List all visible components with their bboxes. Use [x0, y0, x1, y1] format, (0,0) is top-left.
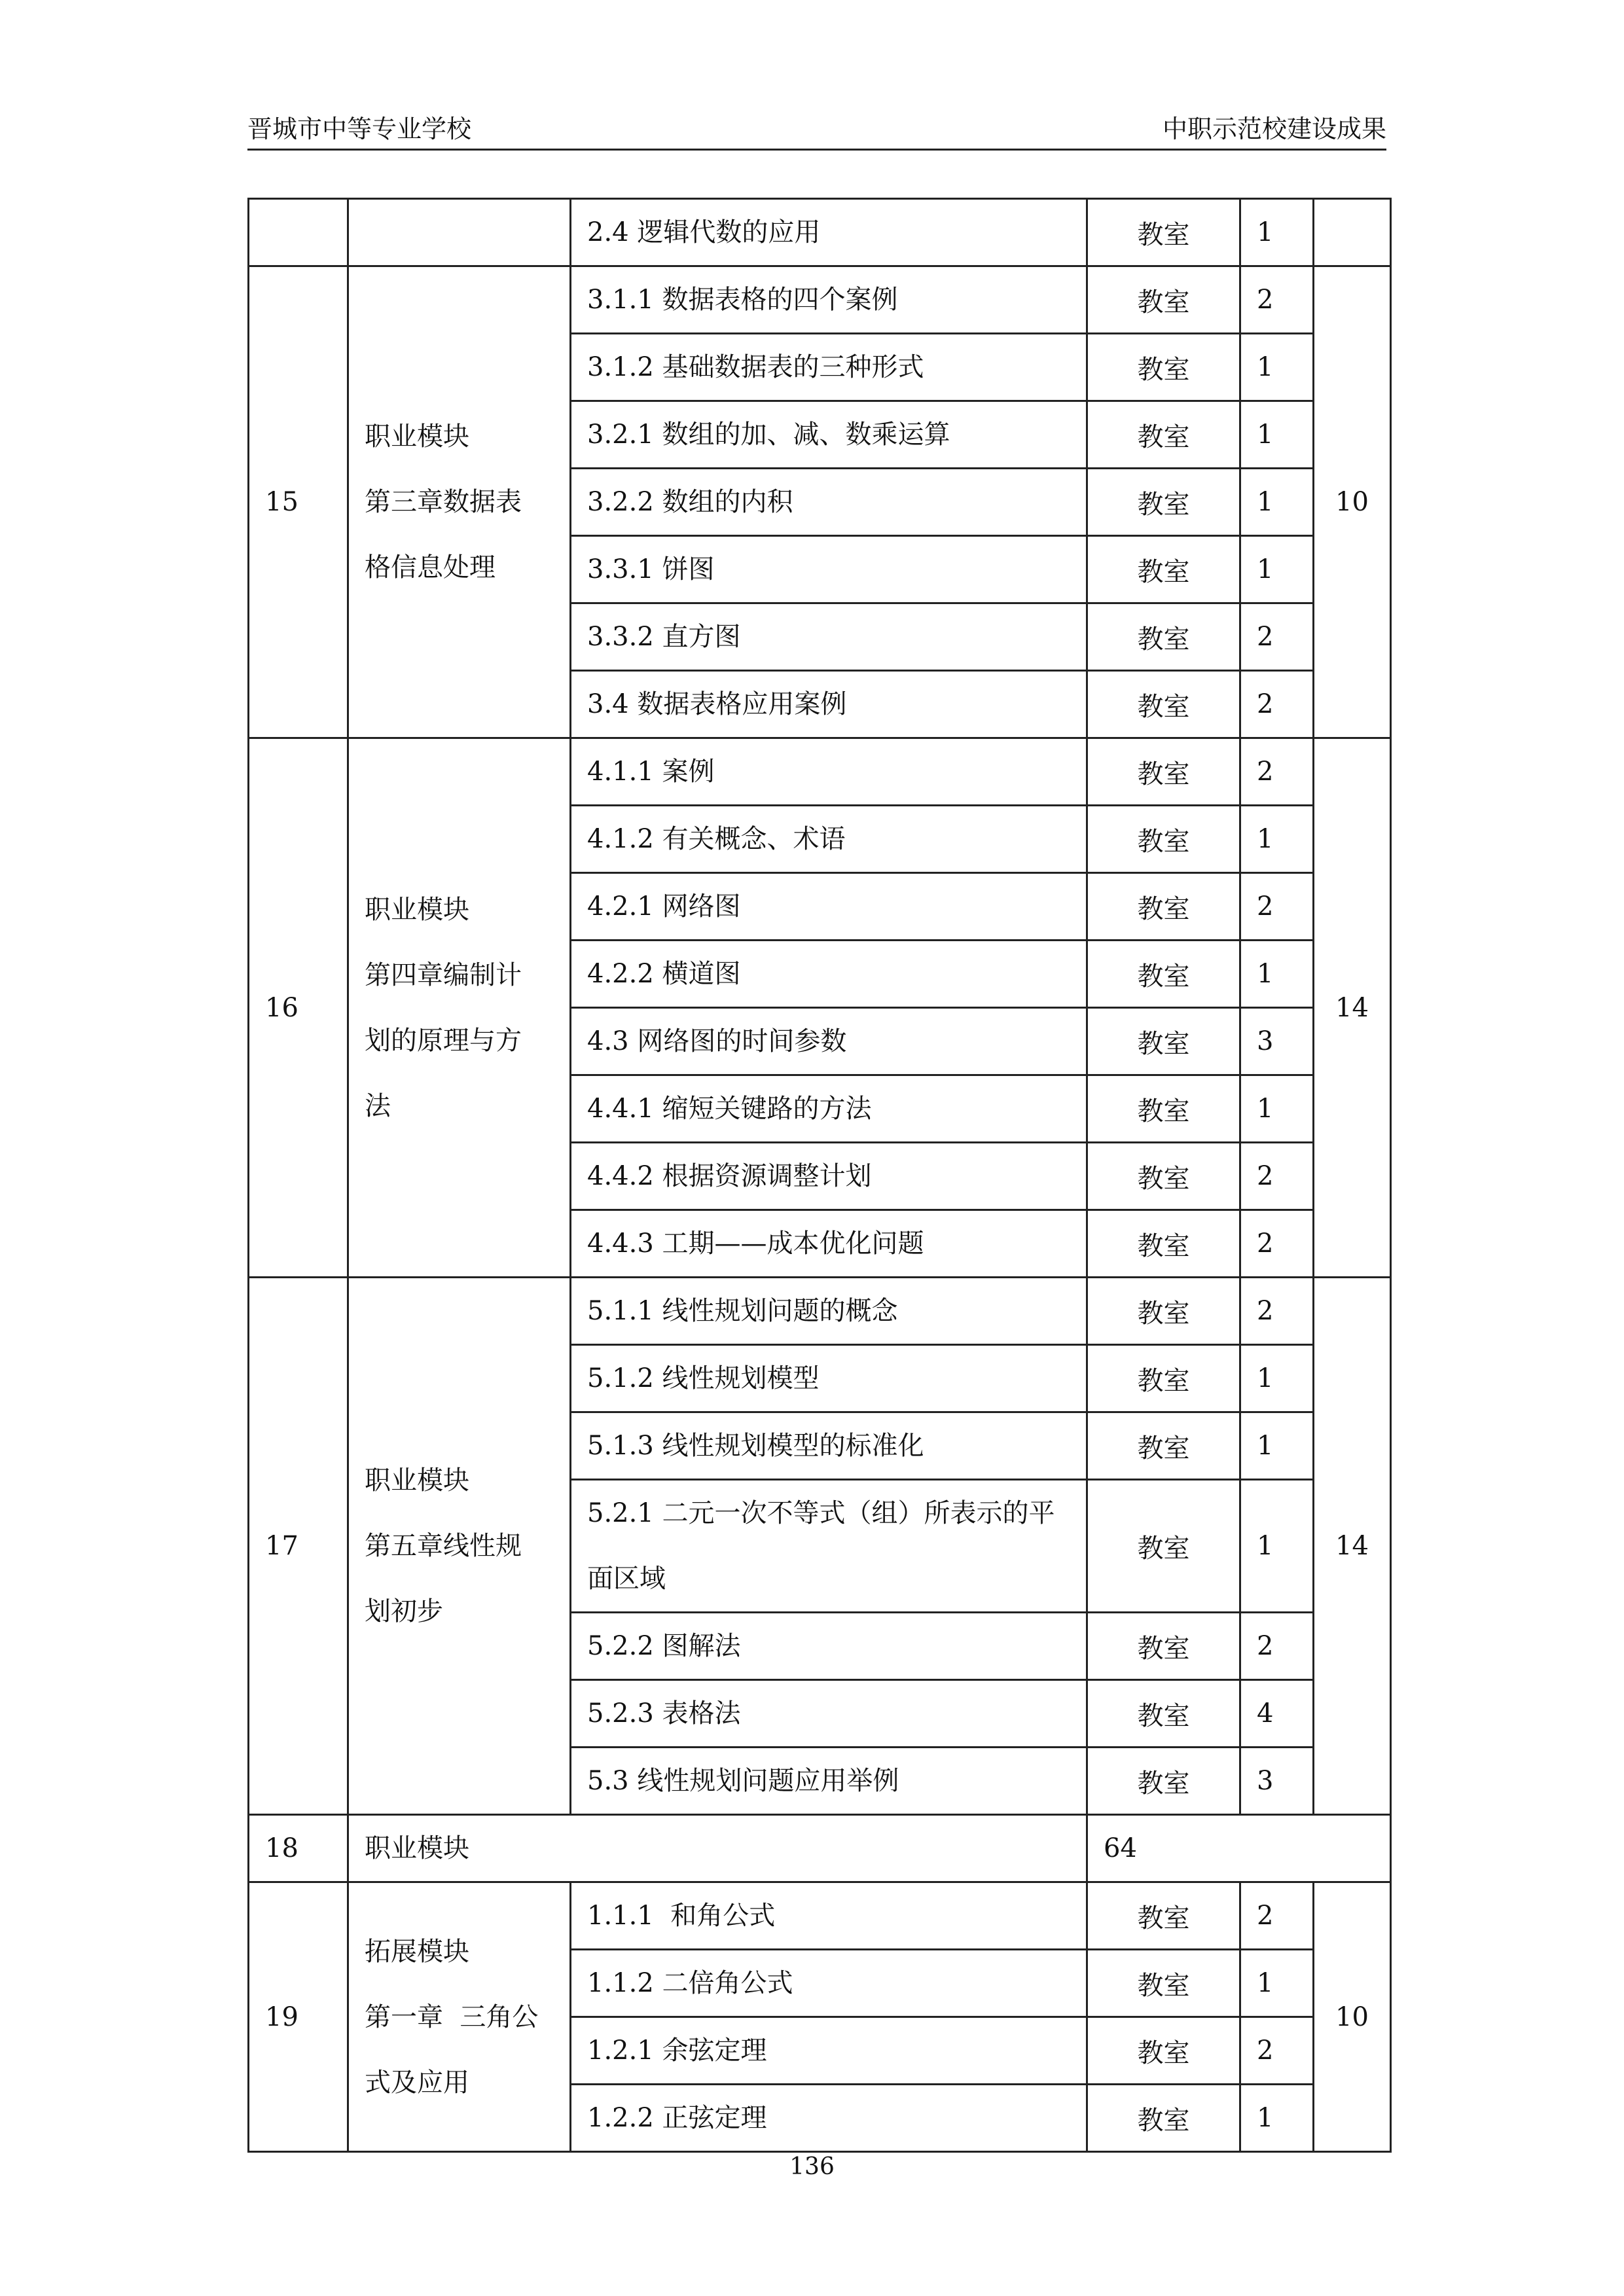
- module-line: 职业模块: [365, 1465, 469, 1496]
- section-cell: 3.2.2 数组的内积: [571, 469, 1087, 536]
- section-cell: 5.1.2 线性规划模型: [571, 1345, 1087, 1412]
- hours-cell: 1: [1240, 1950, 1314, 2017]
- hours-cell: 1: [1240, 536, 1314, 603]
- place-cell: 教室: [1087, 1008, 1240, 1075]
- hours-cell: 1: [1240, 1075, 1314, 1143]
- section-cell: 5.3 线性规划问题应用举例: [571, 1748, 1087, 1815]
- place-cell: 教室: [1087, 603, 1240, 671]
- section-cell: 4.4.3 工期——成本优化问题: [571, 1210, 1087, 1278]
- module-line: 职业模块: [365, 422, 469, 452]
- place-cell: 教室: [1087, 536, 1240, 603]
- place-cell: 教室: [1087, 1345, 1240, 1412]
- place-cell: 教室: [1087, 2017, 1240, 2085]
- section-cell: 3.4 数据表格应用案例: [571, 671, 1087, 738]
- module-cell: [348, 1882, 571, 2152]
- section-cell: 5.1.1 线性规划问题的概念: [571, 1278, 1087, 1345]
- hours-cell: 3: [1240, 1008, 1314, 1075]
- place-cell: 教室: [1087, 1950, 1240, 2017]
- hours-cell: 1: [1240, 806, 1314, 873]
- hours-cell: 2: [1240, 603, 1314, 671]
- hours-cell: 1: [1240, 469, 1314, 536]
- section-cell: 4.4.1 缩短关键路的方法: [571, 1075, 1087, 1143]
- module-line: 划初步: [365, 1596, 443, 1626]
- table-row: [249, 1278, 1391, 1345]
- module-line: 第五章线性规: [365, 1531, 522, 1561]
- section-cell: 1.2.2 正弦定理: [571, 2085, 1087, 2152]
- row-number-cell: 17: [249, 1278, 348, 1815]
- hours-cell: 1: [1240, 1480, 1314, 1613]
- place-cell: 教室: [1087, 873, 1240, 941]
- section-cell: 4.2.1 网络图: [571, 873, 1087, 941]
- module-line: 式及应用: [365, 2067, 469, 2098]
- section-cell: 1.1.1 和角公式: [571, 1882, 1087, 1950]
- place-cell: 教室: [1087, 941, 1240, 1008]
- section-cell: 5.2.3 表格法: [571, 1680, 1087, 1748]
- page-number: 136: [789, 2153, 835, 2180]
- place-cell: 教室: [1087, 266, 1240, 334]
- place-cell: 教室: [1087, 671, 1240, 738]
- total-cell: 10: [1314, 1882, 1391, 2152]
- section-cell: 4.2.2 横道图: [571, 941, 1087, 1008]
- place-cell: 教室: [1087, 469, 1240, 536]
- place-cell: 教室: [1087, 1278, 1240, 1345]
- hours-cell: 1: [1240, 401, 1314, 469]
- row-number-cell: 15: [249, 266, 348, 738]
- section-cell: 5.2.1 二元一次不等式（组）所表示的平面区域: [571, 1480, 1087, 1613]
- place-cell: 教室: [1087, 806, 1240, 873]
- module-line: 划的原理与方: [365, 1025, 522, 1056]
- section-cell: 1.2.1 余弦定理: [571, 2017, 1087, 2085]
- hours-cell: 1: [1240, 334, 1314, 401]
- place-cell: 教室: [1087, 199, 1240, 266]
- section-cell: 5.1.3 线性规划模型的标准化: [571, 1412, 1087, 1480]
- row-number-cell: [249, 199, 348, 266]
- course-schedule-table: [247, 198, 1392, 2153]
- page-header: [247, 115, 1386, 151]
- place-cell: 教室: [1087, 1143, 1240, 1210]
- table-row: [249, 738, 1391, 806]
- hours-cell: 2: [1240, 1278, 1314, 1345]
- place-cell: 教室: [1087, 1748, 1240, 1815]
- place-cell: 教室: [1087, 1613, 1240, 1680]
- hours-cell: 3: [1240, 1748, 1314, 1815]
- table-row: [249, 1815, 1391, 1882]
- place-cell: 教室: [1087, 2085, 1240, 2152]
- total-cell: 14: [1314, 1278, 1391, 1815]
- place-cell: 教室: [1087, 1075, 1240, 1143]
- section-cell: 3.3.1 饼图: [571, 536, 1087, 603]
- section-cell: 4.3 网络图的时间参数: [571, 1008, 1087, 1075]
- section-cell: 5.2.2 图解法: [571, 1613, 1087, 1680]
- hours-cell: 2: [1240, 1210, 1314, 1278]
- table-row: [249, 266, 1391, 334]
- module-line: 第四章编制计: [365, 960, 522, 990]
- hours-cell: 2: [1240, 1143, 1314, 1210]
- section-cell: 3.3.2 直方图: [571, 603, 1087, 671]
- hours-cell: 2: [1240, 266, 1314, 334]
- section-cell: 3.2.1 数组的加、减、数乘运算: [571, 401, 1087, 469]
- hours-cell: 2: [1240, 671, 1314, 738]
- hours-cell: 1: [1240, 1345, 1314, 1412]
- header-school-name: 晋城市中等专业学校: [247, 115, 472, 143]
- section-cell: 2.4 逻辑代数的应用: [571, 199, 1087, 266]
- module-line: 第一章 三角公: [365, 2001, 539, 2032]
- module-cell: [348, 266, 571, 738]
- header-title: 中职示范校建设成果: [1162, 115, 1386, 143]
- hours-cell: 2: [1240, 2017, 1314, 2085]
- module-line: 拓展模块: [365, 1936, 469, 1967]
- place-cell: 教室: [1087, 401, 1240, 469]
- hours-cell: 1: [1240, 199, 1314, 266]
- module-line: 第三章数据表: [365, 487, 522, 517]
- hours-cell: 1: [1240, 1412, 1314, 1480]
- module-cell: [348, 738, 571, 1278]
- module-line: 法: [365, 1090, 391, 1121]
- section-cell: 4.1.1 案例: [571, 738, 1087, 806]
- section-cell: 3.1.2 基础数据表的三种形式: [571, 334, 1087, 401]
- place-cell: 教室: [1087, 1882, 1240, 1950]
- total-cell: 10: [1314, 266, 1391, 738]
- place-cell: 教室: [1087, 738, 1240, 806]
- place-cell: 教室: [1087, 1480, 1240, 1613]
- place-cell: 教室: [1087, 1412, 1240, 1480]
- place-cell: 教室: [1087, 334, 1240, 401]
- module-line: 格信息处理: [365, 552, 496, 583]
- section-cell: 4.4.2 根据资源调整计划: [571, 1143, 1087, 1210]
- row-number-cell: 19: [249, 1882, 348, 2152]
- row-number-cell: 18: [249, 1815, 348, 1882]
- module-cell: [348, 199, 571, 266]
- module-cell: 职业模块: [348, 1815, 1087, 1882]
- hours-cell: 1: [1240, 941, 1314, 1008]
- section-cell: 3.1.1 数据表格的四个案例: [571, 266, 1087, 334]
- place-cell: 教室: [1087, 1680, 1240, 1748]
- total-cell: [1314, 199, 1391, 266]
- table-row: [249, 1882, 1391, 1950]
- hours-cell: 2: [1240, 738, 1314, 806]
- row-number-cell: 16: [249, 738, 348, 1278]
- hours-cell: 2: [1240, 873, 1314, 941]
- section-cell: 1.1.2 二倍角公式: [571, 1950, 1087, 2017]
- module-line: 职业模块: [365, 894, 469, 925]
- hours-cell: 2: [1240, 1613, 1314, 1680]
- hours-cell: 2: [1240, 1882, 1314, 1950]
- total-cell: 64: [1087, 1815, 1391, 1882]
- table-row: [249, 199, 1391, 266]
- hours-cell: 4: [1240, 1680, 1314, 1748]
- place-cell: 教室: [1087, 1210, 1240, 1278]
- module-cell: [348, 1278, 571, 1815]
- hours-cell: 1: [1240, 2085, 1314, 2152]
- section-cell: 4.1.2 有关概念、术语: [571, 806, 1087, 873]
- total-cell: 14: [1314, 738, 1391, 1278]
